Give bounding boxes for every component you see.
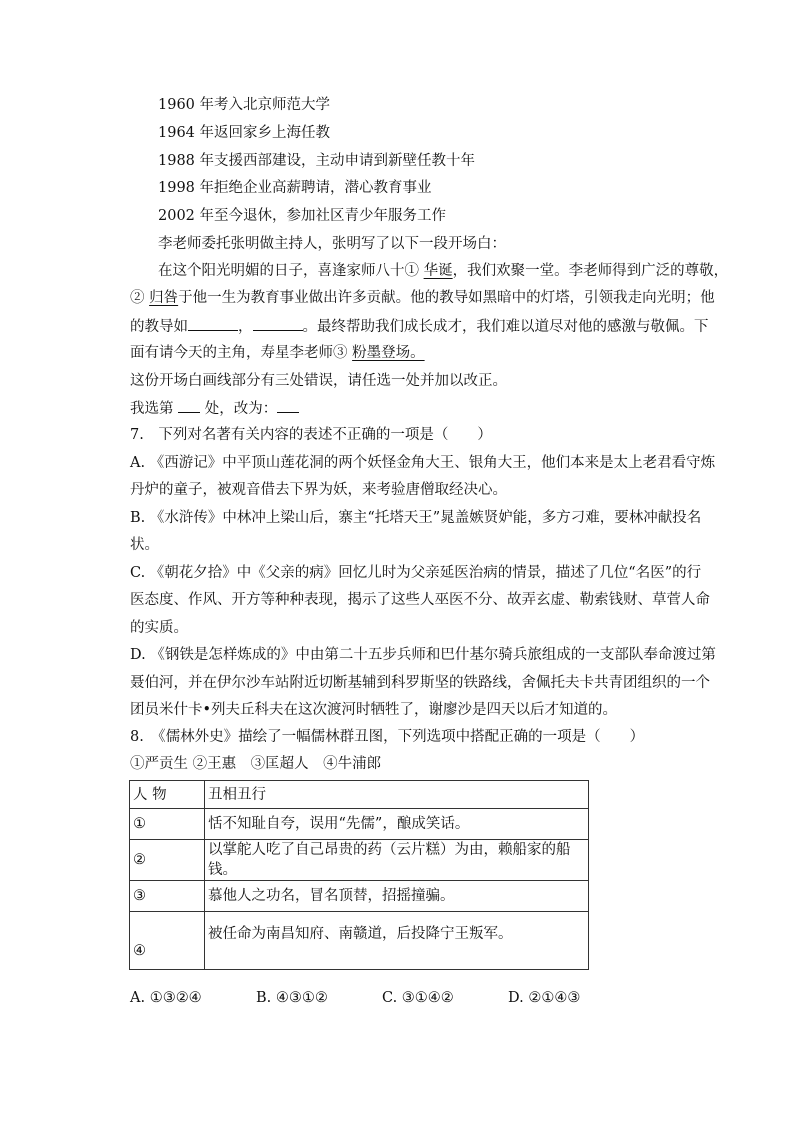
speech-text: 。最终帮助我们成长成才，我们难以道尽对他的感激与敬佩。下 [302, 319, 709, 335]
answer-blank-number[interactable] [178, 398, 200, 413]
timeline-item: 1998 年拒绝企业高薪聘请，潜心教育事业 [158, 180, 432, 196]
timeline-item: 2002 年至今退休，参加社区青少年服务工作 [158, 208, 447, 224]
option-d[interactable]: D. ②①④③ [508, 990, 581, 1006]
table-cell: ② [130, 840, 205, 881]
table-header-row [130, 781, 589, 809]
table-row [130, 809, 589, 840]
underlined-word-2: 归咎 [149, 290, 179, 306]
speech-text: ，我们欢聚一堂。李老师得到广泛的尊敬， [452, 263, 729, 279]
table-cell: 慕他人之功名，冒名顶替，招摇撞骗。 [205, 881, 589, 912]
table-header-cell: 人 物 [130, 781, 205, 809]
speech-line-3 [130, 316, 709, 337]
option-b[interactable]: B. ④③①② [256, 990, 328, 1006]
fill-blank-2[interactable] [253, 316, 303, 331]
option-c[interactable]: C. ③①④② [382, 990, 454, 1006]
speech-text: 在这个阳光明媚的日子，喜逢家师八十① [158, 263, 424, 279]
option-line: 聂伯河，并在伊尔沙车站附近切断基辅到科罗斯坚的铁路线，舍佩托夫卡共青团组织的一个 [130, 675, 710, 691]
underlined-word-3: 粉墨登场。 [352, 345, 425, 361]
option-line: C. 《朝花夕拾》中《父亲的病》回忆儿时为父亲延医治病的情景，描述了几位“名医”的行 [130, 565, 702, 581]
table-cell: 恬不知耻自夸，误用“先儒”，酿成笑话。 [205, 809, 589, 840]
table-cell: 以掌舵人吃了自己昂贵的药（云片糕）为由，赖船家的船钱。 [205, 840, 589, 881]
option-line: D. 《钢铁是怎样炼成的》中由第二十五步兵师和巴什基尔骑兵旅组成的一支部队奉命渡过第 [130, 647, 716, 663]
answer-label: 处，改为： [200, 401, 278, 417]
speech-text: 面有请今天的主角，寿星李老师③ [130, 345, 353, 361]
task-text: 这份开场白画线部分有三处错误，请任选一处并加以改正。 [130, 373, 507, 389]
answer-line [130, 398, 299, 419]
table-cell: ③ [130, 881, 205, 912]
table-header-cell: 丑相丑行 [205, 781, 589, 809]
speech-text: ② [130, 290, 150, 306]
speech-line-4 [130, 343, 425, 363]
answer-label: 我选第 [130, 401, 179, 417]
question-stem: 8. 《儒林外史》描绘了一幅儒林群丑图，下列选项中搭配正确的一项是（ ） [130, 729, 645, 745]
option-line: 医态度、作风、开方等种种表现，揭示了这些人巫医不分、故弄玄虚、勒索钱财、草菅人命 [130, 592, 710, 608]
option-line: 丹炉的童子，被观音借去下界为妖，来考验唐僧取经决心。 [130, 482, 507, 498]
intro-text: 李老师委托张明做主持人，张明写了以下一段开场白： [158, 236, 506, 252]
answer-blank-correction[interactable] [277, 398, 299, 413]
option-line: 的实质。 [130, 620, 188, 636]
table-row [130, 881, 589, 912]
fill-blank-1[interactable] [188, 316, 238, 331]
timeline-item: 1960 年考入北京师范大学 [158, 97, 331, 113]
timeline-item: 1964 年返回家乡上海任教 [158, 125, 331, 141]
table-row [130, 840, 589, 881]
timeline-item: 1988 年支援西部建设，主动申请到新壁任教十年 [158, 153, 476, 169]
people-list: ①严贡生 ②王惠 ③匡超人 ④牛浦郎 [130, 756, 382, 772]
question-stem: 7. 下列对名著有关内容的表述不正确的一项是（ ） [130, 427, 492, 443]
speech-line-1 [158, 261, 728, 281]
option-line: A. 《西游记》中平顶山莲花洞的两个妖怪金角大王、银角大王，他们本来是太上老君看守炼 [130, 455, 716, 471]
character-table [129, 780, 589, 970]
table-cell: ① [130, 809, 205, 840]
table-row [130, 912, 589, 970]
table-cell: 被任命为南昌知府、南赣道，后投降宁王叛军。 [205, 912, 589, 970]
option-line: 团员米什卡•列夫丘科夫在这次渡河时牺牲了，谢廖沙是四天以后才知道的。 [130, 702, 618, 718]
speech-line-2 [130, 288, 715, 308]
table-cell: ④ [130, 912, 205, 970]
option-line: 状。 [130, 537, 159, 553]
speech-text: 的教导如 [130, 319, 188, 335]
option-a[interactable]: A. ①③②④ [130, 990, 202, 1006]
option-line: B. 《水浒传》中林冲上梁山后，寨主“托塔天王”晁盖嫉贤妒能，多方刁难，要林冲献投名 [130, 510, 702, 526]
underlined-word-1: 华诞 [423, 263, 453, 279]
speech-text: 于他一生为教育事业做出许多贡献。他的教导如黑暗中的灯塔，引领我走向光明；他 [178, 290, 715, 306]
speech-text: ， [238, 319, 253, 335]
